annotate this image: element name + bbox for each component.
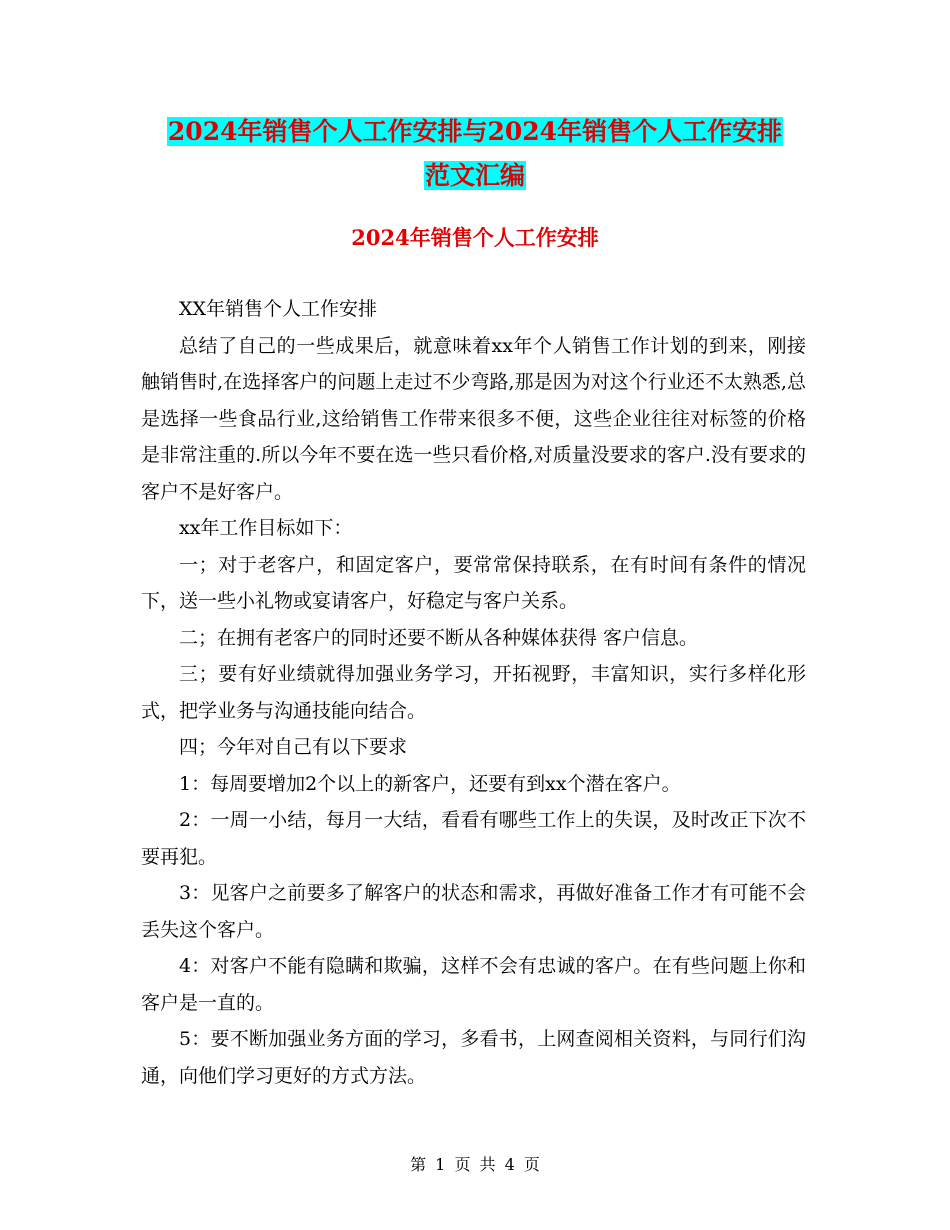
document-title-line-1 [0, 110, 950, 154]
paragraph: XX年销售个人工作安排 [179, 298, 378, 320]
section-heading: 2024年销售个人工作安排 [351, 225, 599, 250]
title-highlight: 2024年销售个人工作安排与2024年销售个人工作安排 [167, 117, 783, 146]
paragraph: 2：一周一小结，每月一大结，看看有哪些工作上的失误，及时改正下次不要再犯。 [141, 809, 806, 868]
paragraph: 1：每周要增加2个以上的新客户，还要有到xx个潜在客户。 [179, 772, 681, 795]
paragraph: 4：对客户不能有隐瞒和欺骗，这样不会有忠诚的客户。在有些问题上你和客户是一直的。 [141, 955, 806, 1014]
title-highlight: 范文汇编 [424, 161, 525, 190]
paragraph: 总结了自己的一些成果后，就意味着xx年个人销售工作计划的到来，刚接触销售时,在选择客户的问题上走过不少弯路,那是因为对这个行业还不太熟悉,总是选择一些食品行业,这给销售工作带来很多不便，这些企业往往对标签的价格是非常注重的.所以今年不要在选一些只看价格,对质量没要求的客户.没有要求的客户不是好客户。 [141, 334, 806, 503]
paragraph: 一；对于老客户，和固定客户，要常常保持联系，在有时间有条件的情况下，送一些小礼物或宴请客户，好稳定与客户关系。 [141, 553, 806, 612]
document-title-line-2 [0, 154, 950, 198]
paragraph: 二；在拥有老客户的同时还要不断从各种媒体获得 客户信息。 [179, 626, 699, 649]
document-body [141, 291, 806, 1094]
paragraph: 3：见客户之前要多了解客户的状态和需求，再做好准备工作才有可能不会丢失这个客户。 [141, 882, 806, 941]
paragraph: 四；今年对自己有以下要求 [179, 736, 408, 758]
paragraph: xx年工作目标如下： [179, 517, 353, 539]
paragraph: 三；要有好业绩就得加强业务学习，开拓视野，丰富知识，实行多样化形式，把学业务与沟通技能向结合。 [141, 663, 806, 722]
page-footer: 第 1 页 共 4 页 [410, 1155, 540, 1174]
paragraph: 5：要不断加强业务方面的学习，多看书，上网查阅相关资料，与同行们沟通，向他们学习更好的方式方法。 [141, 1028, 806, 1087]
